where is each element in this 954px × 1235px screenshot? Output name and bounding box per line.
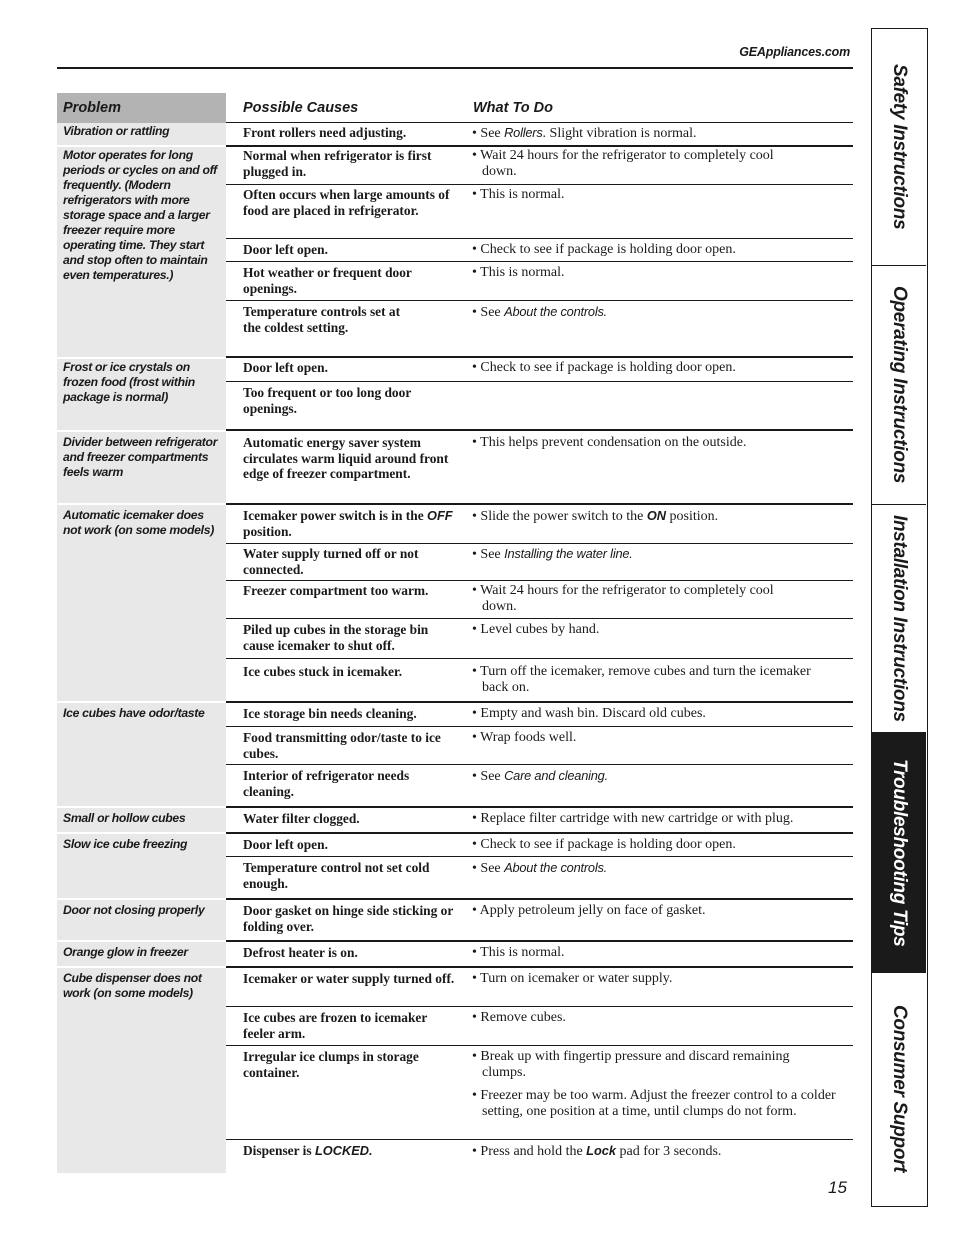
cause-text: Temperature controls set at the coldest setting.: [243, 304, 401, 335]
todo-item: • Wrap foods well.: [472, 730, 577, 745]
row-divider: [226, 618, 853, 619]
todo-item: • This is normal.: [472, 187, 565, 202]
section-divider: [226, 145, 853, 147]
todo-text: [472, 945, 847, 961]
todo-text: [472, 903, 847, 919]
todo-text: [472, 583, 802, 614]
header-rule: [57, 67, 853, 69]
todo-text: [472, 811, 847, 827]
row-divider: [226, 856, 853, 857]
on-label: ON: [646, 508, 667, 523]
section-divider: [226, 940, 853, 942]
lock-label: Lock: [586, 1143, 617, 1158]
todo-item: • Check to see if package is holding door open.: [472, 837, 736, 852]
cause-text: Often occurs when large amounts of food are placed in refrigerator.: [243, 187, 450, 218]
todo-text: [472, 187, 847, 203]
todo-item: • Freezer may be too warm. Adjust the freezer control to a colder setting, one position at a time, until clumps do not form.: [472, 1088, 836, 1119]
cause-text: Door left open.: [243, 242, 328, 257]
row-divider: [226, 1139, 853, 1140]
problem-label: Motor operates for long periods or cycles on and off frequently. (Modern refrigerators with more storage space and a larger freezer require more operating time. They start and stop often to maintain even temperatures.): [63, 148, 217, 282]
problem-label: Ice cubes have odor/taste: [63, 706, 205, 720]
problem-divider: [57, 701, 226, 703]
todo-text: [472, 546, 847, 563]
cause-text: Icemaker or water supply turned off.: [243, 971, 455, 986]
cause-text: Ice cubes are frozen to icemaker feeler arm.: [243, 1010, 428, 1041]
cause-text: Ice cubes stuck in icemaker.: [243, 664, 403, 679]
problem-label: Small or hollow cubes: [63, 811, 186, 825]
todo-bullet: • Press and hold the: [472, 1144, 587, 1159]
todo-bullet: • See: [472, 769, 505, 784]
todo-tail: position.: [666, 509, 719, 524]
problem-label: Automatic icemaker does not work (on some models): [63, 508, 214, 537]
section-divider: [226, 503, 853, 505]
todo-tail: pad for 3 seconds.: [616, 1144, 722, 1159]
problem-divider: [57, 357, 226, 359]
todo-item: • Wait 24 hours for the refrigerator to completely cool down.: [472, 583, 774, 614]
row-divider: [226, 300, 853, 301]
row-divider: [226, 726, 853, 727]
todo-item: • Turn off the icemaker, remove cubes and turn the icemaker back on.: [472, 664, 811, 695]
cause-text: Freezer compartment too warm.: [243, 583, 429, 598]
todo-item: • This is normal.: [472, 265, 565, 280]
tab-label: Operating Instructions: [889, 286, 910, 484]
cause-text: Automatic energy saver system circulates warm liquid around front edge of freezer compartment.: [243, 435, 449, 482]
cause-text-main: Icemaker power switch is in the: [243, 508, 424, 523]
problem-label: Divider between refrigerator and freezer compartments feels warm: [63, 435, 218, 479]
row-divider: [226, 184, 853, 185]
cause-text: Defrost heater is on.: [243, 945, 358, 960]
todo-bullet: • See: [472, 861, 505, 876]
problem-divider: [57, 940, 226, 942]
todo-bullet: • Slide the power switch to the: [472, 509, 647, 524]
todo-text: [472, 768, 847, 785]
problem-label: Slow ice cube freezing: [63, 837, 188, 851]
problem-divider: [57, 145, 226, 147]
todo-text: [472, 360, 847, 376]
header-divider: [226, 122, 853, 123]
todo-item: • Check to see if package is holding door open.: [472, 360, 736, 375]
todo-text: [472, 508, 847, 525]
row-divider: [226, 658, 853, 659]
cause-text: Temperature control not set cold enough.: [243, 860, 430, 891]
todo-item: • Wait 24 hours for the refrigerator to completely cool down.: [472, 148, 774, 179]
todo-item: • Check to see if package is holding door open.: [472, 242, 736, 257]
todo-text: [472, 730, 847, 746]
cause-text: Piled up cubes in the storage bin cause icemaker to shut off.: [243, 622, 429, 653]
cause-text: [243, 508, 455, 539]
todo-text: [472, 265, 847, 281]
row-divider: [226, 1006, 853, 1007]
problem-divider: [57, 806, 226, 808]
todo-bullet: • See: [472, 547, 505, 562]
cause-text: Water filter clogged.: [243, 811, 360, 826]
tab-label: Troubleshooting Tips: [889, 758, 910, 947]
tab-label: Safety Instructions: [889, 64, 910, 230]
section-divider: [226, 966, 853, 968]
cause-text: Door gasket on hinge side sticking or folding over.: [243, 903, 454, 934]
todo-text: [472, 125, 847, 142]
installing-reference: Installing the water line.: [504, 546, 633, 561]
problem-label: Frost or ice crystals on frozen food (frost within package is normal): [63, 360, 195, 404]
tab-troubleshooting-tips[interactable]: [872, 733, 926, 973]
todo-bullet: • See: [472, 305, 505, 320]
todo-item: • Empty and wash bin. Discard old cubes.: [472, 706, 706, 721]
todo-item: • Apply petroleum jelly on face of gasket.: [472, 903, 706, 918]
tab-label: Installation Instructions: [889, 515, 910, 722]
cause-text: Water supply turned off or not connected.: [243, 546, 419, 577]
care-reference: Care and cleaning.: [504, 768, 608, 783]
locked-label: LOCKED.: [314, 1143, 373, 1158]
todo-text: [472, 435, 847, 451]
todo-text: [472, 1088, 842, 1119]
about-controls-reference: About the controls.: [504, 860, 608, 875]
row-divider: [226, 764, 853, 765]
section-divider: [226, 429, 853, 431]
section-divider: [226, 356, 853, 358]
todo-text: [472, 1010, 847, 1026]
cause-text: Hot weather or frequent door openings.: [243, 265, 412, 296]
website-url: GEAppliances.com: [739, 45, 850, 59]
todo-item: • This is normal.: [472, 945, 565, 960]
cause-text: Food transmitting odor/taste to ice cubes.: [243, 730, 441, 761]
todo-text: [472, 706, 847, 722]
problem-label: Orange glow in freezer: [63, 945, 188, 959]
cause-text: Irregular ice clumps in storage container.: [243, 1049, 419, 1080]
row-divider: [226, 1045, 853, 1046]
tab-label: Consumer Support: [889, 1005, 910, 1173]
column-header-problem: Problem: [57, 93, 226, 123]
todo-text: [472, 622, 847, 638]
problem-label: Vibration or rattling: [63, 124, 170, 138]
tab-consumer-support[interactable]: [872, 973, 926, 1205]
todo-text: [472, 664, 817, 695]
todo-text: [472, 971, 847, 987]
problem-divider: [57, 430, 226, 432]
row-divider: [226, 543, 853, 544]
row-divider: [226, 381, 853, 382]
tab-operating-instructions[interactable]: [872, 266, 926, 505]
todo-item: • Level cubes by hand.: [472, 622, 600, 637]
problem-divider: [57, 966, 226, 968]
todo-text: [472, 1143, 847, 1160]
rollers-reference: Rollers: [504, 125, 543, 140]
todo-text: [472, 837, 847, 853]
todo-tail: . Slight vibration is normal.: [542, 126, 697, 141]
todo-item: • Break up with fingertip pressure and discard remaining clumps.: [472, 1049, 790, 1080]
section-divider: [226, 898, 853, 900]
about-controls-reference: About the controls.: [504, 304, 608, 319]
cause-text: Too frequent or too long door openings.: [243, 385, 412, 416]
cause-text: Door left open.: [243, 837, 328, 852]
off-label: OFF: [427, 508, 453, 523]
row-divider: [226, 580, 853, 581]
column-header-causes: Possible Causes: [243, 100, 359, 116]
cause-text: Ice storage bin needs cleaning.: [243, 706, 417, 721]
cause-text: Front rollers need adjusting.: [243, 125, 407, 140]
cause-text-tail: position.: [243, 523, 292, 539]
todo-text: [472, 1049, 790, 1080]
section-divider: [226, 701, 853, 703]
todo-text: [472, 242, 847, 258]
problem-divider: [57, 898, 226, 900]
problem-label: Cube dispenser does not work (on some models): [63, 971, 202, 1000]
todo-text: [472, 148, 802, 179]
cause-text: Interior of refrigerator needs cleaning.: [243, 768, 410, 799]
section-divider: [226, 832, 853, 834]
todo-item: • Turn on icemaker or water supply.: [472, 971, 673, 986]
row-divider: [226, 238, 853, 239]
problem-divider: [57, 503, 226, 505]
section-tabs: [871, 28, 928, 1207]
cause-text-main: Dispenser is: [243, 1143, 312, 1158]
todo-item: • This helps prevent condensation on the outside.: [472, 435, 747, 450]
section-divider: [226, 806, 853, 808]
todo-item: • Remove cubes.: [472, 1010, 566, 1025]
tab-installation-instructions[interactable]: [872, 505, 926, 733]
todo-item: • Replace filter cartridge with new cartridge or with plug.: [472, 811, 794, 826]
problem-label: Door not closing properly: [63, 903, 205, 917]
tab-safety-instructions[interactable]: [872, 29, 926, 266]
cause-text: [243, 1143, 455, 1159]
cause-text: Normal when refrigerator is first plugged in.: [243, 148, 432, 179]
column-header-todo: What To Do: [473, 100, 553, 116]
page-number: 15: [828, 1178, 847, 1197]
todo-text: [472, 304, 847, 321]
row-divider: [226, 261, 853, 262]
cause-text: Door left open.: [243, 360, 328, 375]
problem-divider: [57, 832, 226, 834]
todo-bullet: • See: [472, 126, 505, 141]
todo-text: [472, 860, 847, 877]
